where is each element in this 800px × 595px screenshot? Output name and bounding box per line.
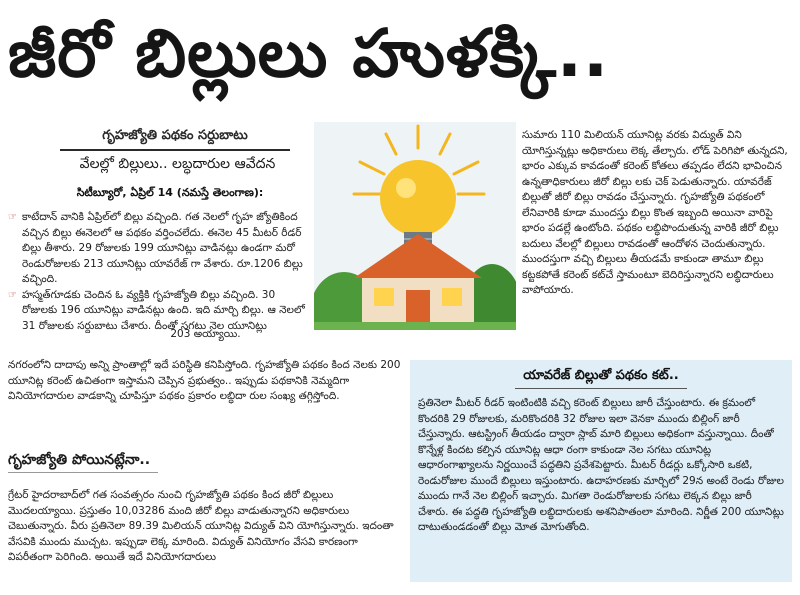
subheadline: వేలల్లో బిల్లులు.. లబ్ధదారుల ఆవేదన xyxy=(79,156,276,172)
right-column: సుమారు 110 మిలియన్ యూనిట్ల వరకు విద్యుత్ విని యోగిస్తున్నట్లు అధికారులు లెక్క తేల్చారు. లోడ్ పెరిగిపో తున్నదని, భారం ఎక్కువ కావడంతో కరెంట్ కోతలు తప్పడం లేదని భావించిన ఉన్నతాధికారులు జీరో బిల్లు లకు చెక్ పెడుతున్నారు. యావరేజ్ బిల్లుతో జీరో బిల్లు రావడం చేస్తున్నారు. గృహజ్యోతి పథకంలో లేనివారికి కూడా ముందస్తు బిల్లు కొంత ఇబ్బంది అయినా వారిపై భారం పడల్లే ఉంటోంది. పథకం లబ్ధిపొందుతున్న వారికి జీరో బిల్లు బదులు వేలల్లో బిల్లులు రావడంతో ఆందోళన చెందుతున్నారు. ముందస్తుగా వచ్చి బిల్లులు తీయడమే కాకుండా తామూ బిల్లు కట్టకపోతే కరెంట్ కట్‌చే స్తామంటూ బెదిరిస్తున్నారని లబ్ధిదారులు వాపోయారు. xyxy=(522,129,788,296)
sidebar-box-title: యావరేజ్ బిల్లుతో పథకం కట్.. xyxy=(523,368,679,383)
left-column xyxy=(8,210,308,334)
dateline: సిటీబ్యూరో, ఏప్రిల్ 14 (నమస్తే తెలంగాణ): xyxy=(76,186,264,199)
bullet-text-2: హస్మత్‌గూడకు చెందిన ఓ వ్యక్తికి గృహజ్యోతి బిల్లు వచ్చింది. 30 రోజులకు 196 యూనిట్లు వాడినట్లు ఉంది. ఇది మార్చి బిల్లు. ఆ నెలలో 31 రోజులకు సర్దుబాటు చేశారు. దీంతో సగటు నెల యూనిట్లు xyxy=(22,288,305,332)
bullet-paragraph-1 xyxy=(8,210,308,288)
pointing-hand-icon: ☞ xyxy=(8,289,17,301)
sidebar-box xyxy=(410,360,792,582)
paragraph-2: గ్రేటర్ హైదరాబాద్‌లో గత సంవత్సరం నుంచి గృహజ్యోతి పథకం కింద జీరో బిల్లులు మొదలయ్యాయి. ప్రస్తుతం 10,03286 మంది జీరో బిల్లు వాడుతున్నారని అధికారులు చెబుతున్నారు. వీరు ప్రతినెలా 89.39 మిలియన్ యూనిట్ల విద్యుత్ విని యోగిస్తున్నారు. ఇదంతా వేసవికి ముందు ముచ్చట. ఇప్పుడా లెక్క మారింది. విద్యుత్ వినియోగం వేసవి కారణంగా విపరీతంగా పెరిగింది. అయితే ఇదే వినియోగదారులు xyxy=(8,489,394,563)
centered-line: 203 అయ్యాయి. xyxy=(170,328,241,340)
paragraph-1: నగరంలోని దాదాపు అన్ని ప్రాంతాల్లో ఇదే పరిస్థితి కనిపిస్తోంది. గృహజ్యోతి పథకం కింద నెలకు 200 యూనిట్ల కరెంట్ ఉచితంగా ఇస్తామని చెప్పిన ప్రభుత్వం.. ఇప్పుడు పథకానికి నెమ్మదిగా వినియోగదారుల వాడకాన్ని చూపిస్తూ పథకం ప్రకారం లబ్ధిదా రుల సంఖ్య తగ్గిస్తోంది. xyxy=(8,359,401,402)
pointing-hand-icon: ☞ xyxy=(8,212,17,223)
section-heading-underline xyxy=(8,472,158,473)
headline: జీరో బిల్లులు హుళక్కి.. xyxy=(8,15,610,92)
kicker-underline xyxy=(60,149,290,151)
sidebar-box-title-underline xyxy=(515,388,687,389)
lightbulb-house-icon xyxy=(314,122,516,330)
lightbulb-house-illustration xyxy=(314,122,516,330)
section-heading: గృహజ్యోతి పోయినట్లేనా.. xyxy=(8,452,151,468)
bullet-text-1: కాటేదాన్ వానికి ఏప్రిల్‌లో బిల్లు వచ్చింది. గత నెలలో గృహ జ్యోతికింద వచ్చిన బిల్లు ఈనెలలో ఆ పథకం వర్తించలేదు. ఈనెల 45 మీటర్ రీడర్ బిల్లు తీశారు. 29 రోజులకు 199 యూనిట్లు వాడినట్లు ఉండగా మరో రెండురోజులకు 213 యూనిట్లు యావరేజ్ గా వేశారు. రూ.1206 బిల్లు వచ్చింది. xyxy=(22,211,303,285)
kicker: గృహజ్యోతి పథకం సర్దుబాటు xyxy=(102,128,248,143)
sidebar-box-body: ప్రతినెలా మీటర్ రీడర్ ఇంటింటికి వచ్చి కరెంట్ బిల్లులు జారీ చేస్తుంటారు. ఈ క్రమంలో కొందరికి 29 రోజులకు, మరికొందరికి 32 రోజుల ఇలా వెనకా ముందు బిల్లింగ్ జారీ చేస్తున్నారు. ఆటస్ట్రింగ్ తీయడం ద్వారా స్లాబ్ మారి బిల్లులు అధికంగా వస్తున్నాయి. దీంతో కొన్నేళ్ల కిందట కల్పిన యూనిట్ల ఆధా రంగా కాకుండా నెల సగటు యూనిట్ల ఆధారంగాఖ్యాలను నిర్ణయించే పద్ధతిని ప్రవేశపెట్టారు. మీటర్ రీడర్లు ఒక్కోసారి ఒకటి, రెండురోజుల ముందే బిల్లులు ఇస్తుంటారు. ఉదాహరణకు మార్చిలో 29న అంటే రెండు రోజుల ముందు గానే నెల బిల్లింగ్ ఇచ్చారు. మిగతా రెండురోజులకు సగటు లెక్కన బిల్లు జారీ చేశారు. ఈ పద్ధతి గృహజ్యోతి లబ్ధిదారులకు అశనిపాతంలా మారింది. నిర్ణీత 200 యూనిట్లు దాటుతుండడంతో బిల్లు మోత మోగుతోంది. xyxy=(418,397,784,533)
